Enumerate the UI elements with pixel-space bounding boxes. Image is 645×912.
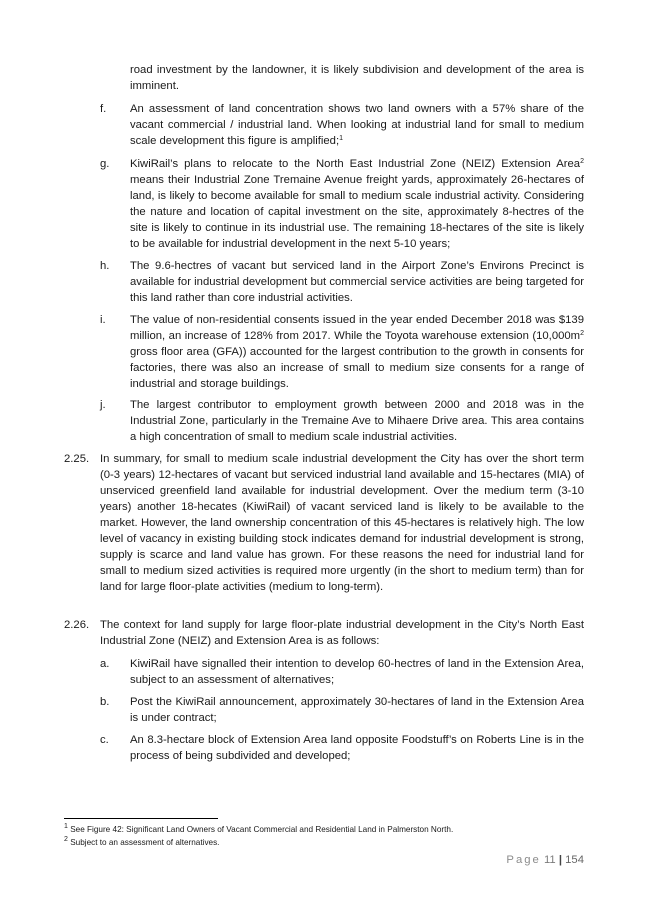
item-label-b: b. [100, 696, 110, 708]
item-g-body-a: KiwiRail’s plans to relocate to the North East Industrial Zone (NEIZ) Extension Area [130, 158, 581, 170]
footnote-ref-2[interactable]: 2 [580, 158, 584, 165]
footnote-2 [64, 837, 219, 849]
item-i-body-a: The value of non-residential consents issued in the year ended December 2018 was $139 million, an increase of 128% from 2017. While the Toyota warehouse extension (10,000m [130, 314, 584, 342]
item-label-c: c. [100, 734, 109, 746]
item-label-f: f. [100, 103, 107, 115]
item-i-body-b: gross floor area (GFA)) accounted for the largest contribution to the growth in consents for factories, there was also an increase of small to medium size consents for a range of industrial and storage buildings. [130, 346, 584, 390]
page-current: 11 [543, 854, 556, 866]
page-total: 154 [565, 854, 584, 866]
item-label-i: i. [100, 314, 106, 326]
para-number-2-25: 2.25. [64, 453, 90, 465]
continuation-paragraph: road investment by the landowner, it is likely subdivision and development of the area is imminent. [130, 64, 584, 92]
footnote-1-number: 1 [64, 823, 68, 830]
item-label-h: h. [100, 260, 110, 272]
footnote-separator [64, 818, 218, 819]
item-g-body-b: means their Industrial Zone Tremaine Avenue freight yards, approximately 26-hectares of land, is likely to become available for small to medium scale industrial activity. Considering the nature and location of capital investment on the site, approximately 8-hectres of the site is likely to continue in its industrial use. The remaining 18-hectares of the site is likely to be available for industrial development in the next 5-10 years; [130, 174, 584, 250]
item-label-j: j. [100, 399, 106, 411]
footnote-1-text: See Figure 42: Significant Land Owners of Vacant Commercial and Residential Land in Palmerston North. [70, 825, 454, 834]
para-2-26-text: The context for land supply for large floor-plate industrial development in the City’s North East Industrial Zone (NEIZ) and Extension Area is as follows: [100, 619, 584, 647]
footnote-ref-1[interactable]: 1 [339, 135, 344, 142]
page-footer [506, 852, 584, 868]
item-h-text: The 9.6-hectres of vacant but serviced land in the Airport Zone’s Environs Precinct is available for industrial development but commercial service activities are being targeted for this land rather than core industrial activities. [130, 260, 584, 304]
item-c-text: An 8.3-hectare block of Extension Area land opposite Foodstuff’s on Roberts Line is in the process of being subdivided and developed; [130, 734, 584, 762]
page-word: Page [506, 854, 541, 866]
item-b-text: Post the KiwiRail announcement, approximately 30-hectares of land in the Extension Area is under contract; [130, 696, 584, 724]
item-label-g: g. [100, 158, 110, 170]
item-f-text [130, 101, 584, 149]
para-number-2-26: 2.26. [64, 619, 90, 631]
item-g-text [130, 156, 584, 252]
page-separator: | [558, 854, 562, 866]
item-j-text: The largest contributor to employment growth between 2000 and 2018 was in the Industrial Zone, particularly in the Tremaine Ave to Mihaere Drive area. This area contains a high concentration of small to medium scale industrial activities. [130, 399, 584, 443]
item-label-a: a. [100, 658, 110, 670]
item-a-text: KiwiRail have signalled their intention to develop 60-hectres of land in the Extension Area, subject to an assessment of alternatives; [130, 658, 584, 686]
footnote-2-number: 2 [64, 836, 68, 843]
footnote-1 [64, 824, 453, 836]
superscript-2: 2 [580, 330, 584, 337]
item-i-text [130, 312, 584, 392]
footnote-2-text: Subject to an assessment of alternatives. [70, 838, 220, 847]
para-2-25-text: In summary, for small to medium scale industrial development the City has over the short term (0-3 years) 12-hectares of vacant but serviced industrial land available and 15-hectares (MIA) of unserviced greenfield land available for industrial development. Over the medium term (3-10 years) another 18-hecates (KiwiRail) of vacant serviced land is likely to be available to the market. However, the land ownership concentration of this 45-hectares is relatively high. The low level of vacancy in existing building stock indicates demand for industrial development is strong, supply is scarce and land value has grown. For these reasons the need for industrial land for small to medium sized activities is required more urgently (in the short to medium term) than for land for large floor-plate activities (medium to long-term). [100, 453, 584, 593]
item-f-body: An assessment of land concentration shows two land owners with a 57% share of the vacant commercial / industrial land. When looking at industrial land for small to medium scale development this figure is amplified; [130, 103, 584, 147]
